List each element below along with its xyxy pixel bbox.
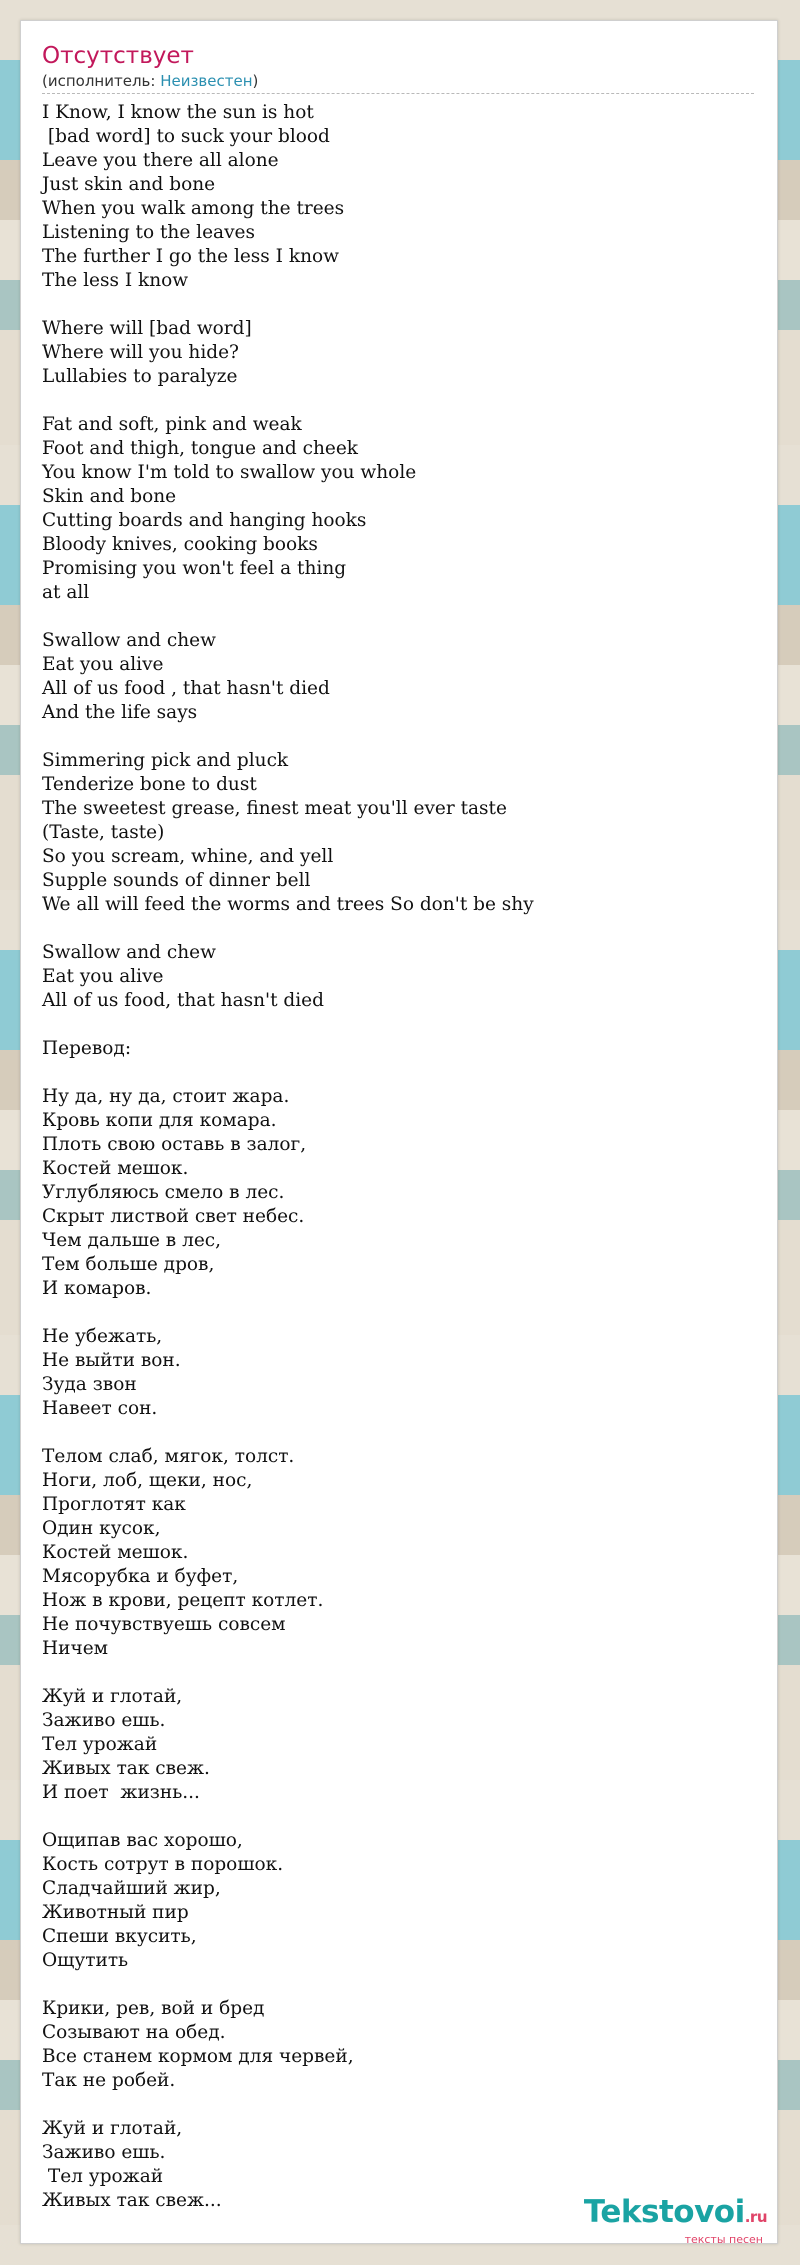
lyric-line: Supple sounds of dinner bell bbox=[42, 870, 311, 891]
lyric-line: Костей мешок. bbox=[42, 1158, 189, 1179]
site-logo[interactable] bbox=[537, 2195, 767, 2243]
lyric-line: Навеет сон. bbox=[42, 1398, 158, 1419]
lyric-line: Кровь копи для комара. bbox=[42, 1110, 277, 1131]
lyric-line: We all will feed the worms and trees So don't be shy bbox=[42, 894, 534, 915]
lyric-line: Eat you alive bbox=[42, 654, 164, 675]
lyric-line: Leave you there all alone bbox=[42, 150, 279, 171]
lyric-line: И комаров. bbox=[42, 1278, 152, 1299]
lyric-line: Телом слаб, мягок, толст. bbox=[42, 1446, 295, 1467]
lyric-line: Нож в крови, рецепт котлет. bbox=[42, 1590, 324, 1611]
lyric-line: [bad word] to suck your blood bbox=[42, 126, 330, 147]
lyric-line: at all bbox=[42, 582, 90, 603]
lyric-line: Скрыт листвой свет небес. bbox=[42, 1206, 305, 1227]
lyric-line: The less I know bbox=[42, 270, 189, 291]
lyric-line: And the life says bbox=[42, 702, 198, 723]
artist-suffix: ) bbox=[252, 72, 259, 90]
lyric-line: Животный пир bbox=[42, 1902, 189, 1923]
lyric-line: Жуй и глотай, bbox=[42, 1686, 183, 1707]
lyric-line: Живых так свеж. bbox=[42, 1758, 210, 1779]
lyric-line: Спеши вкусить, bbox=[42, 1926, 197, 1947]
lyric-line: Проглотят как bbox=[42, 1494, 186, 1515]
lyric-line: Углубляюсь смело в лес. bbox=[42, 1182, 285, 1203]
artist-line bbox=[42, 71, 754, 91]
lyric-line: Заживо ешь. bbox=[42, 2142, 166, 2163]
lyric-line: Tenderize bone to dust bbox=[42, 774, 257, 795]
lyric-line: Живых так свеж... bbox=[42, 2190, 222, 2211]
lyric-line: Swallow and chew bbox=[42, 630, 216, 651]
lyric-line: The further I go the less I know bbox=[42, 246, 339, 267]
lyric-line: Ноги, лоб, щеки, нос, bbox=[42, 1470, 253, 1491]
lyric-line: Just skin and bone bbox=[42, 174, 216, 195]
lyric-line: Where will [bad word] bbox=[42, 318, 252, 339]
lyric-line: Крики, рев, вой и бред bbox=[42, 1998, 265, 2019]
lyric-line: И поет жизнь... bbox=[42, 1782, 200, 1803]
lyric-line: Так не робей. bbox=[42, 2070, 176, 2091]
lyric-line: Foot and thigh, tongue and cheek bbox=[42, 438, 358, 459]
lyrics-card bbox=[20, 20, 778, 2244]
logo-tagline: тексты песен bbox=[684, 2233, 763, 2244]
lyric-line: Мясорубка и буфет, bbox=[42, 1566, 239, 1587]
lyric-line: I Know, I know the sun is hot bbox=[42, 102, 314, 123]
lyric-line: Плоть свою оставь в залог, bbox=[42, 1134, 307, 1155]
logo-tld: .ru bbox=[744, 2208, 767, 2226]
logo-name: Tekstovoi bbox=[583, 2194, 745, 2230]
lyric-line: When you walk among the trees bbox=[42, 198, 345, 219]
lyric-line: Не выйти вон. bbox=[42, 1350, 181, 1371]
lyric-line: (Taste, taste) bbox=[42, 822, 165, 843]
artist-link[interactable]: Неизвестен bbox=[160, 72, 253, 90]
lyric-line: You know I'm told to swallow you whole bbox=[42, 462, 417, 483]
lyric-line: Listening to the leaves bbox=[42, 222, 255, 243]
lyric-line: Чем дальше в лес, bbox=[42, 1230, 222, 1251]
lyric-line: Тел урожай bbox=[42, 2166, 164, 2187]
lyric-line: Swallow and chew bbox=[42, 942, 216, 963]
lyric-line: All of us food, that hasn't died bbox=[42, 990, 324, 1011]
lyric-line: Cutting boards and hanging hooks bbox=[42, 510, 367, 531]
lyric-line: Ощипав вас хорошо, bbox=[42, 1830, 243, 1851]
lyric-line: Where will you hide? bbox=[42, 342, 239, 363]
lyric-line: Не убежать, bbox=[42, 1326, 163, 1347]
lyric-line: Lullabies to paralyze bbox=[42, 366, 238, 387]
artist-prefix: (исполнитель: bbox=[42, 72, 161, 90]
lyric-line: Eat you alive bbox=[42, 966, 164, 987]
lyric-line: Ничем bbox=[42, 1638, 109, 1659]
song-title: Отсутствует bbox=[42, 43, 194, 69]
lyric-line: Ну да, ну да, стоит жара. bbox=[42, 1086, 290, 1107]
lyric-line: Все станем кормом для червей, bbox=[42, 2046, 354, 2067]
lyric-line: Кость сотрут в порошок. bbox=[42, 1854, 284, 1875]
lyric-line: Bloody knives, cooking books bbox=[42, 534, 318, 555]
lyric-line: Тел урожай bbox=[42, 1734, 158, 1755]
lyric-line: Перевод: bbox=[42, 1038, 132, 1059]
lyric-line: Созывают на обед. bbox=[42, 2022, 226, 2043]
lyric-line: Костей мешок. bbox=[42, 1542, 189, 1563]
lyric-line: Skin and bone bbox=[42, 486, 177, 507]
lyric-line: Fat and soft, pink and weak bbox=[42, 414, 302, 435]
lyric-line: Жуй и глотай, bbox=[42, 2118, 183, 2139]
lyrics-text bbox=[42, 101, 754, 2213]
lyric-line: Simmering pick and pluck bbox=[42, 750, 289, 771]
lyric-line: Зуда звон bbox=[42, 1374, 137, 1395]
lyric-line: Тем больше дров, bbox=[42, 1254, 215, 1275]
lyric-line: Сладчайший жир, bbox=[42, 1878, 221, 1899]
logo-wordmark bbox=[537, 2195, 767, 2234]
lyric-line: Один кусок, bbox=[42, 1518, 161, 1539]
song-header bbox=[42, 41, 754, 94]
lyric-line: So you scream, whine, and yell bbox=[42, 846, 334, 867]
lyric-line: Заживо ешь. bbox=[42, 1710, 166, 1731]
lyric-line: All of us food , that hasn't died bbox=[42, 678, 330, 699]
lyric-line: Не почувствуешь совсем bbox=[42, 1614, 286, 1635]
lyric-line: The sweetest grease, finest meat you'll ever taste bbox=[42, 798, 507, 819]
lyric-line: Promising you won't feel a thing bbox=[42, 558, 347, 579]
lyric-line: Ощутить bbox=[42, 1950, 129, 1971]
